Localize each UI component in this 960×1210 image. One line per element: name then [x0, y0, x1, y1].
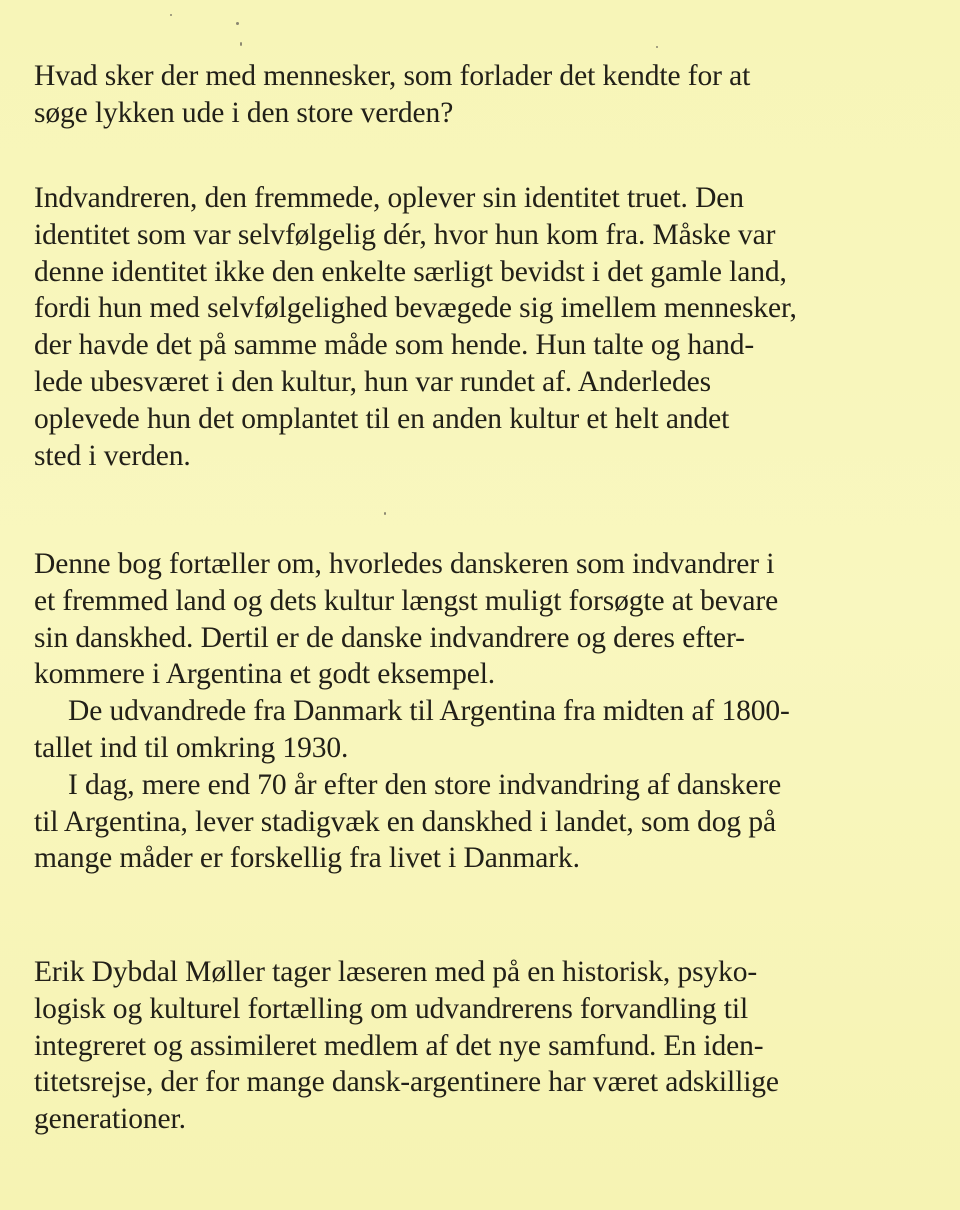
- text-line: logisk og kulturel fortælling om udvandrerens forvandling til: [34, 992, 749, 1025]
- text-line: generationer.: [34, 1103, 186, 1136]
- text-line: et fremmed land og dets kultur længst muligt forsøgte at bevare: [34, 584, 779, 617]
- text-line: kommere i Argentina et godt eksempel.: [34, 658, 496, 691]
- text-line: til Argentina, lever stadigvæk en danskhed i landet, som dog på: [34, 805, 776, 838]
- text-line: lede ubesværet i den kultur, hun var rundet af. Anderledes: [34, 365, 712, 398]
- text-line: titetsrejse, der for mange dansk-argentinere har været adskillige: [34, 1066, 779, 1099]
- paragraph-intro-question: [34, 58, 940, 132]
- text-line: De udvandrede fra Danmark til Argentina fra midten af 1800-: [68, 695, 790, 728]
- paragraph-author-description: [34, 954, 940, 1138]
- text-line: mange måder er forskellig fra livet i Danmark.: [34, 842, 580, 875]
- text-line: integreret og assimileret medlem af det nye samfund. En iden-: [34, 1029, 764, 1062]
- text-line: oplevede hun det omplantet til en anden kultur et helt andet: [34, 402, 730, 435]
- text-line: identitet som var selvfølgelig dér, hvor hun kom fra. Måske var: [34, 218, 776, 251]
- text-line: Hvad sker der med mennesker, som forlader det kendte for at: [34, 60, 751, 92]
- paragraph-book-summary: [34, 546, 940, 877]
- paper-speck: [656, 46, 658, 48]
- text-line: Indvandreren, den fremmede, oplever sin identitet truet. Den: [34, 182, 744, 214]
- text-line: sted i verden.: [34, 439, 191, 472]
- text-line: søge lykken ude i den store verden?: [34, 96, 454, 129]
- text-line: tallet ind til omkring 1930.: [34, 731, 349, 764]
- text-line: sin danskhed. Dertil er de danske indvandrere og deres efter-: [34, 621, 745, 654]
- paper-speck: [236, 22, 239, 25]
- text-line: der havde det på samme måde som hende. Hun talte og hand-: [34, 329, 755, 362]
- text-line: Denne bog fortæller om, hvorledes danskeren som indvandrer i: [34, 548, 775, 580]
- paper-speck: [240, 42, 242, 46]
- text-line: fordi hun med selvfølgelighed bevægede sig imellem mennesker,: [34, 292, 797, 325]
- text-line: denne identitet ikke den enkelte særligt bevidst i det gamle land,: [34, 255, 787, 288]
- text-line: I dag, mere end 70 år efter den store indvandring af danskere: [68, 768, 782, 801]
- paper-speck: [170, 14, 172, 16]
- paper-speck: [384, 512, 386, 515]
- paragraph-immigrant-identity: [34, 180, 940, 474]
- text-line: Erik Dybdal Møller tager læseren med på en historisk, psyko-: [34, 956, 758, 988]
